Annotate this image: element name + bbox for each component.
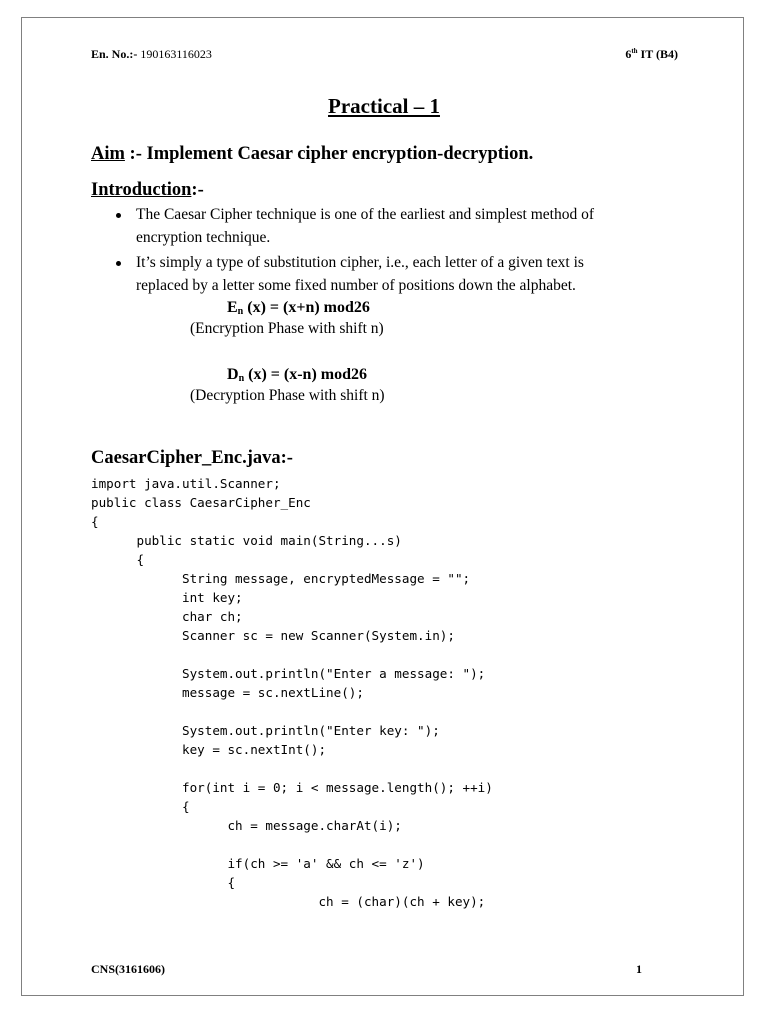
code-line: Scanner sc = new Scanner(System.in); — [91, 628, 455, 643]
decryption-letter: D — [227, 366, 239, 383]
decryption-formula — [227, 366, 367, 384]
enrollment-label: En. No.:- — [91, 47, 138, 61]
code-line: { — [91, 799, 190, 814]
code-line: ch = (char)(ch + key); — [91, 894, 486, 909]
code-line: ch = message.charAt(i); — [91, 818, 402, 833]
decryption-expression: (x) = (x-n) mod26 — [244, 366, 368, 383]
semester-number: 6 — [625, 47, 632, 61]
semester-class: IT (B4) — [640, 47, 678, 61]
code-line: if(ch >= 'a' && ch <= 'z') — [91, 856, 425, 871]
bullet-icon — [116, 261, 121, 266]
encryption-expression: (x) = (x+n) mod26 — [243, 299, 370, 316]
code-line: { — [91, 552, 145, 567]
code-line: message = sc.nextLine(); — [91, 685, 364, 700]
aim-label: Aim — [91, 144, 125, 164]
intro-bullet-1-line-2: encryption technique. — [136, 229, 271, 246]
code-line — [91, 835, 493, 854]
encryption-formula — [227, 299, 370, 317]
page-title: Practical – 1 — [328, 94, 440, 118]
aim-heading — [91, 144, 533, 165]
code-line: public class CaesarCipher_Enc — [91, 495, 311, 510]
code-line: System.out.println("Enter a message: "); — [91, 666, 486, 681]
code-line — [91, 702, 493, 721]
decryption-subscript: n — [238, 373, 245, 384]
code-line: { — [91, 514, 99, 529]
intro-bullet-2-line-1: It’s simply a type of substitution cipher, i.e., each letter of a given text is — [136, 254, 584, 271]
page-number: 1 — [636, 962, 642, 976]
introduction-heading — [91, 180, 204, 201]
footer-course: CNS(3161606) — [91, 962, 165, 976]
code-line: key = sc.nextInt(); — [91, 742, 327, 757]
semester-header — [625, 47, 678, 62]
enrollment-header — [91, 47, 212, 62]
introduction-label: Introduction — [91, 180, 192, 200]
code-section-title: CaesarCipher_Enc.java:- — [91, 448, 293, 468]
encryption-letter: E — [227, 299, 238, 316]
code-line: int key; — [91, 590, 243, 605]
code-line: String message, encryptedMessage = ""; — [91, 571, 471, 586]
enrollment-number: 190163116023 — [140, 47, 212, 61]
code-line — [91, 759, 493, 778]
encryption-subscript: n — [237, 306, 244, 317]
code-line: public static void main(String...s) — [91, 533, 402, 548]
semester-superscript: th — [631, 47, 638, 55]
bullet-icon — [116, 213, 121, 218]
intro-bullet-2-line-2: replaced by a letter some fixed number of positions down the alphabet. — [136, 277, 576, 294]
introduction-suffix: :- — [191, 180, 204, 200]
aim-text: :- Implement Caesar cipher encryption-decryption. — [124, 144, 534, 164]
decryption-caption: (Decryption Phase with shift n) — [190, 387, 385, 404]
intro-bullet-1-line-1: The Caesar Cipher technique is one of the earliest and simplest method of — [136, 206, 594, 223]
code-line — [91, 645, 493, 664]
encryption-caption: (Encryption Phase with shift n) — [190, 320, 384, 337]
code-line: System.out.println("Enter key: "); — [91, 723, 440, 738]
code-line: import java.util.Scanner; — [91, 476, 281, 491]
code-block — [91, 474, 493, 911]
code-line: { — [91, 875, 236, 890]
code-line: for(int i = 0; i < message.length(); ++i) — [91, 780, 493, 795]
code-line: char ch; — [91, 609, 243, 624]
